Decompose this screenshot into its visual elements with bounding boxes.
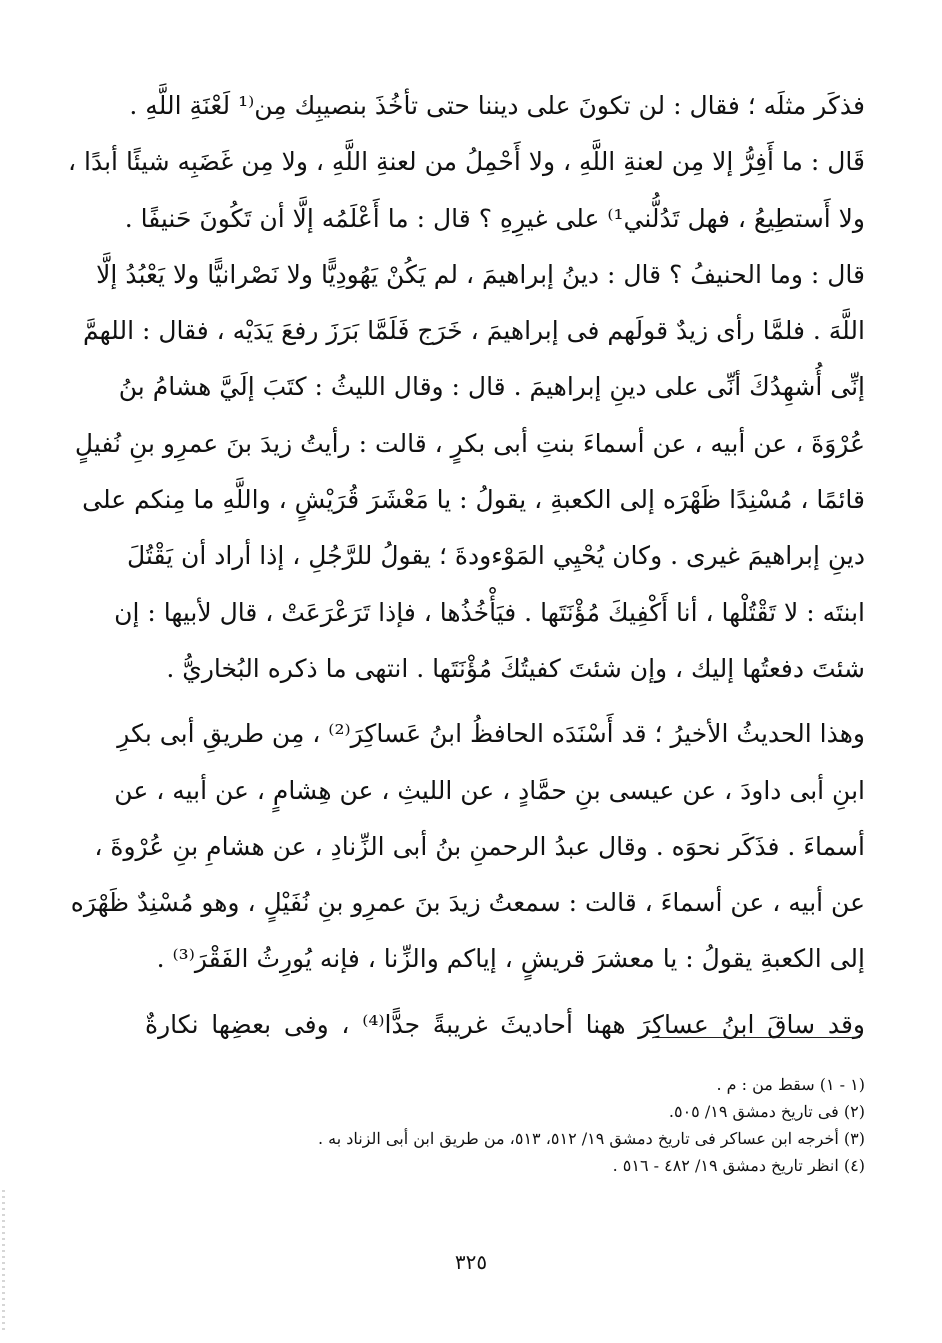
footnotes	[150, 1071, 865, 1179]
text-line: شئتَ دفعتُها إليك ، وإن شئتَ كفيتُكَ مُؤْنَتَها . انتهى ما ذكره البُخاريُّ .	[166, 653, 865, 683]
paragraph-gap	[145, 697, 865, 706]
paragraph-gap	[145, 988, 865, 997]
text-line: فذكَر مثلَه ؛ فقال : لن تكونَ على ديننا حتى تأخُذَ بنصيبِك مِن⁽¹ لَعْنَةِ اللَّهِ .	[129, 91, 865, 120]
text-line: إلى الكعبةِ يقولُ : يا معشرَ قريشٍ ، إياكم والزِّنا ، فإنه يُورِثُ الفَقْرَ⁽³⁾ .	[156, 944, 865, 974]
text-line: اللَّهَ . فلمَّا رأى زيدٌ قولَهم فى إبراهيمَ ، خَرَج فَلَمَّا بَرَزَ رفعَ يَدَيْه ، فقال : اللهمَّ	[83, 316, 865, 346]
scan-edge-artifact	[2, 1190, 5, 1330]
footnote-separator	[655, 1037, 860, 1038]
paragraph-1	[68, 78, 865, 697]
page-number: ٣٢٥	[454, 1250, 488, 1274]
text-line: ولا أَستطِيعُ ، فهل تَدُلُّني¹⁾ على غيرِهِ ؟ قال : ما أَعْلَمُه إلَّا أن تَكُونَ حَنيفًا .	[124, 203, 865, 233]
text-line: عُرْوَةَ ، عن أبيه ، عن أسماءَ بنتِ أبى بكرٍ ، قالت : رأيتُ زيدَ بنَ عمرِو بنِ نُفيلٍ	[74, 428, 865, 458]
text-line: قائمًا ، مُسْنِدًا ظَهْرَه إلى الكعبةِ ، يقولُ : يا مَعْشَرَ قُرَيْشٍ ، واللَّهِ ما مِنكم على	[82, 485, 865, 515]
paragraph-2	[70, 706, 865, 987]
text-line: ابنتَه : لا تَقْتُلْها ، أنا أَكْفِيكَ مُؤْنَتَها . فيَأْخُذُها ، فإذا تَرَعْرَعَتْ ، قال لأبيها : إن	[114, 597, 865, 627]
text-line: وهذا الحديثُ الأخيرُ ؛ قد أَسْنَدَه الحافظُ ابنُ عَساكِرَ⁽²⁾ ، مِن طريقِ أبى بكرِ	[117, 719, 865, 749]
text-line: قَال : ما أَفِرُّ إلا مِن لعنةِ اللَّهِ ، ولا أَحْمِلُ من لعنةِ اللَّهِ ، ولا مِن غَضَبِه شيئًا أبدًا ،	[68, 147, 865, 177]
main-text	[68, 78, 865, 1053]
text-line: دينِ إبراهيمَ غيرى . وكان يُحْيِي المَوْءودةَ ؛ يقولُ للرَّجُلِ ، إذا أراد أن يَقْتُلَ	[126, 541, 865, 571]
text-line: أسماءَ . فذَكَر نحوَه . وقال عبدُ الرحمنِ بنُ أبى الزِّنادِ ، عن هشامِ بنِ عُرْوةَ ،	[94, 831, 865, 861]
text-line: قال : وما الحنيفُ ؟ قال : دينُ إبراهيمَ ، لم يَكُنْ يَهُودِيًّا ولا نَصْرانيًّا ولا يَعْبُدُ إلَّا	[96, 259, 865, 289]
text-line: وقد ساقَ ابنُ عساكِرَ ههنا أحاديثَ غريبةً جدًّا⁽⁴⁾ ، وفى بعضِها نكارةٌ	[145, 1009, 865, 1039]
text-line: عن أبيه ، عن أسماءَ ، قالت : سمعتُ زيدَ بنَ عمرِو بنِ نُفَيْلٍ ، وهو مُسْنِدٌ ظَهْرَه	[70, 888, 865, 918]
paragraph-3	[145, 997, 865, 1053]
footnote: (١ - ١) سقط من : م .	[716, 1075, 865, 1094]
footnote: (٣) أخرجه ابن عساكر فى تاريخ دمشق ١٩/ ٥١٢، ٥١٣، من طريق ابن أبى الزناد به .	[317, 1129, 865, 1148]
text-line: ابنِ أبى داودَ ، عن عيسى بنِ حمَّادٍ ، عن الليثِ ، عن هِشامٍ ، عن أبيه ، عن	[114, 775, 865, 805]
footnote: (٢) فى تاريخ دمشق ١٩/ ٥٠٥.	[668, 1102, 865, 1121]
text-line: إنِّى أُشهِدُكَ أنِّى على دينِ إبراهيمَ . قال : وقال الليثُ : كتَبَ إلَيَّ هشامُ بنُ	[118, 372, 865, 402]
footnote: (٤) انظر تاريخ دمشق ١٩/ ٤٨٢ - ٥١٦ .	[612, 1156, 865, 1175]
